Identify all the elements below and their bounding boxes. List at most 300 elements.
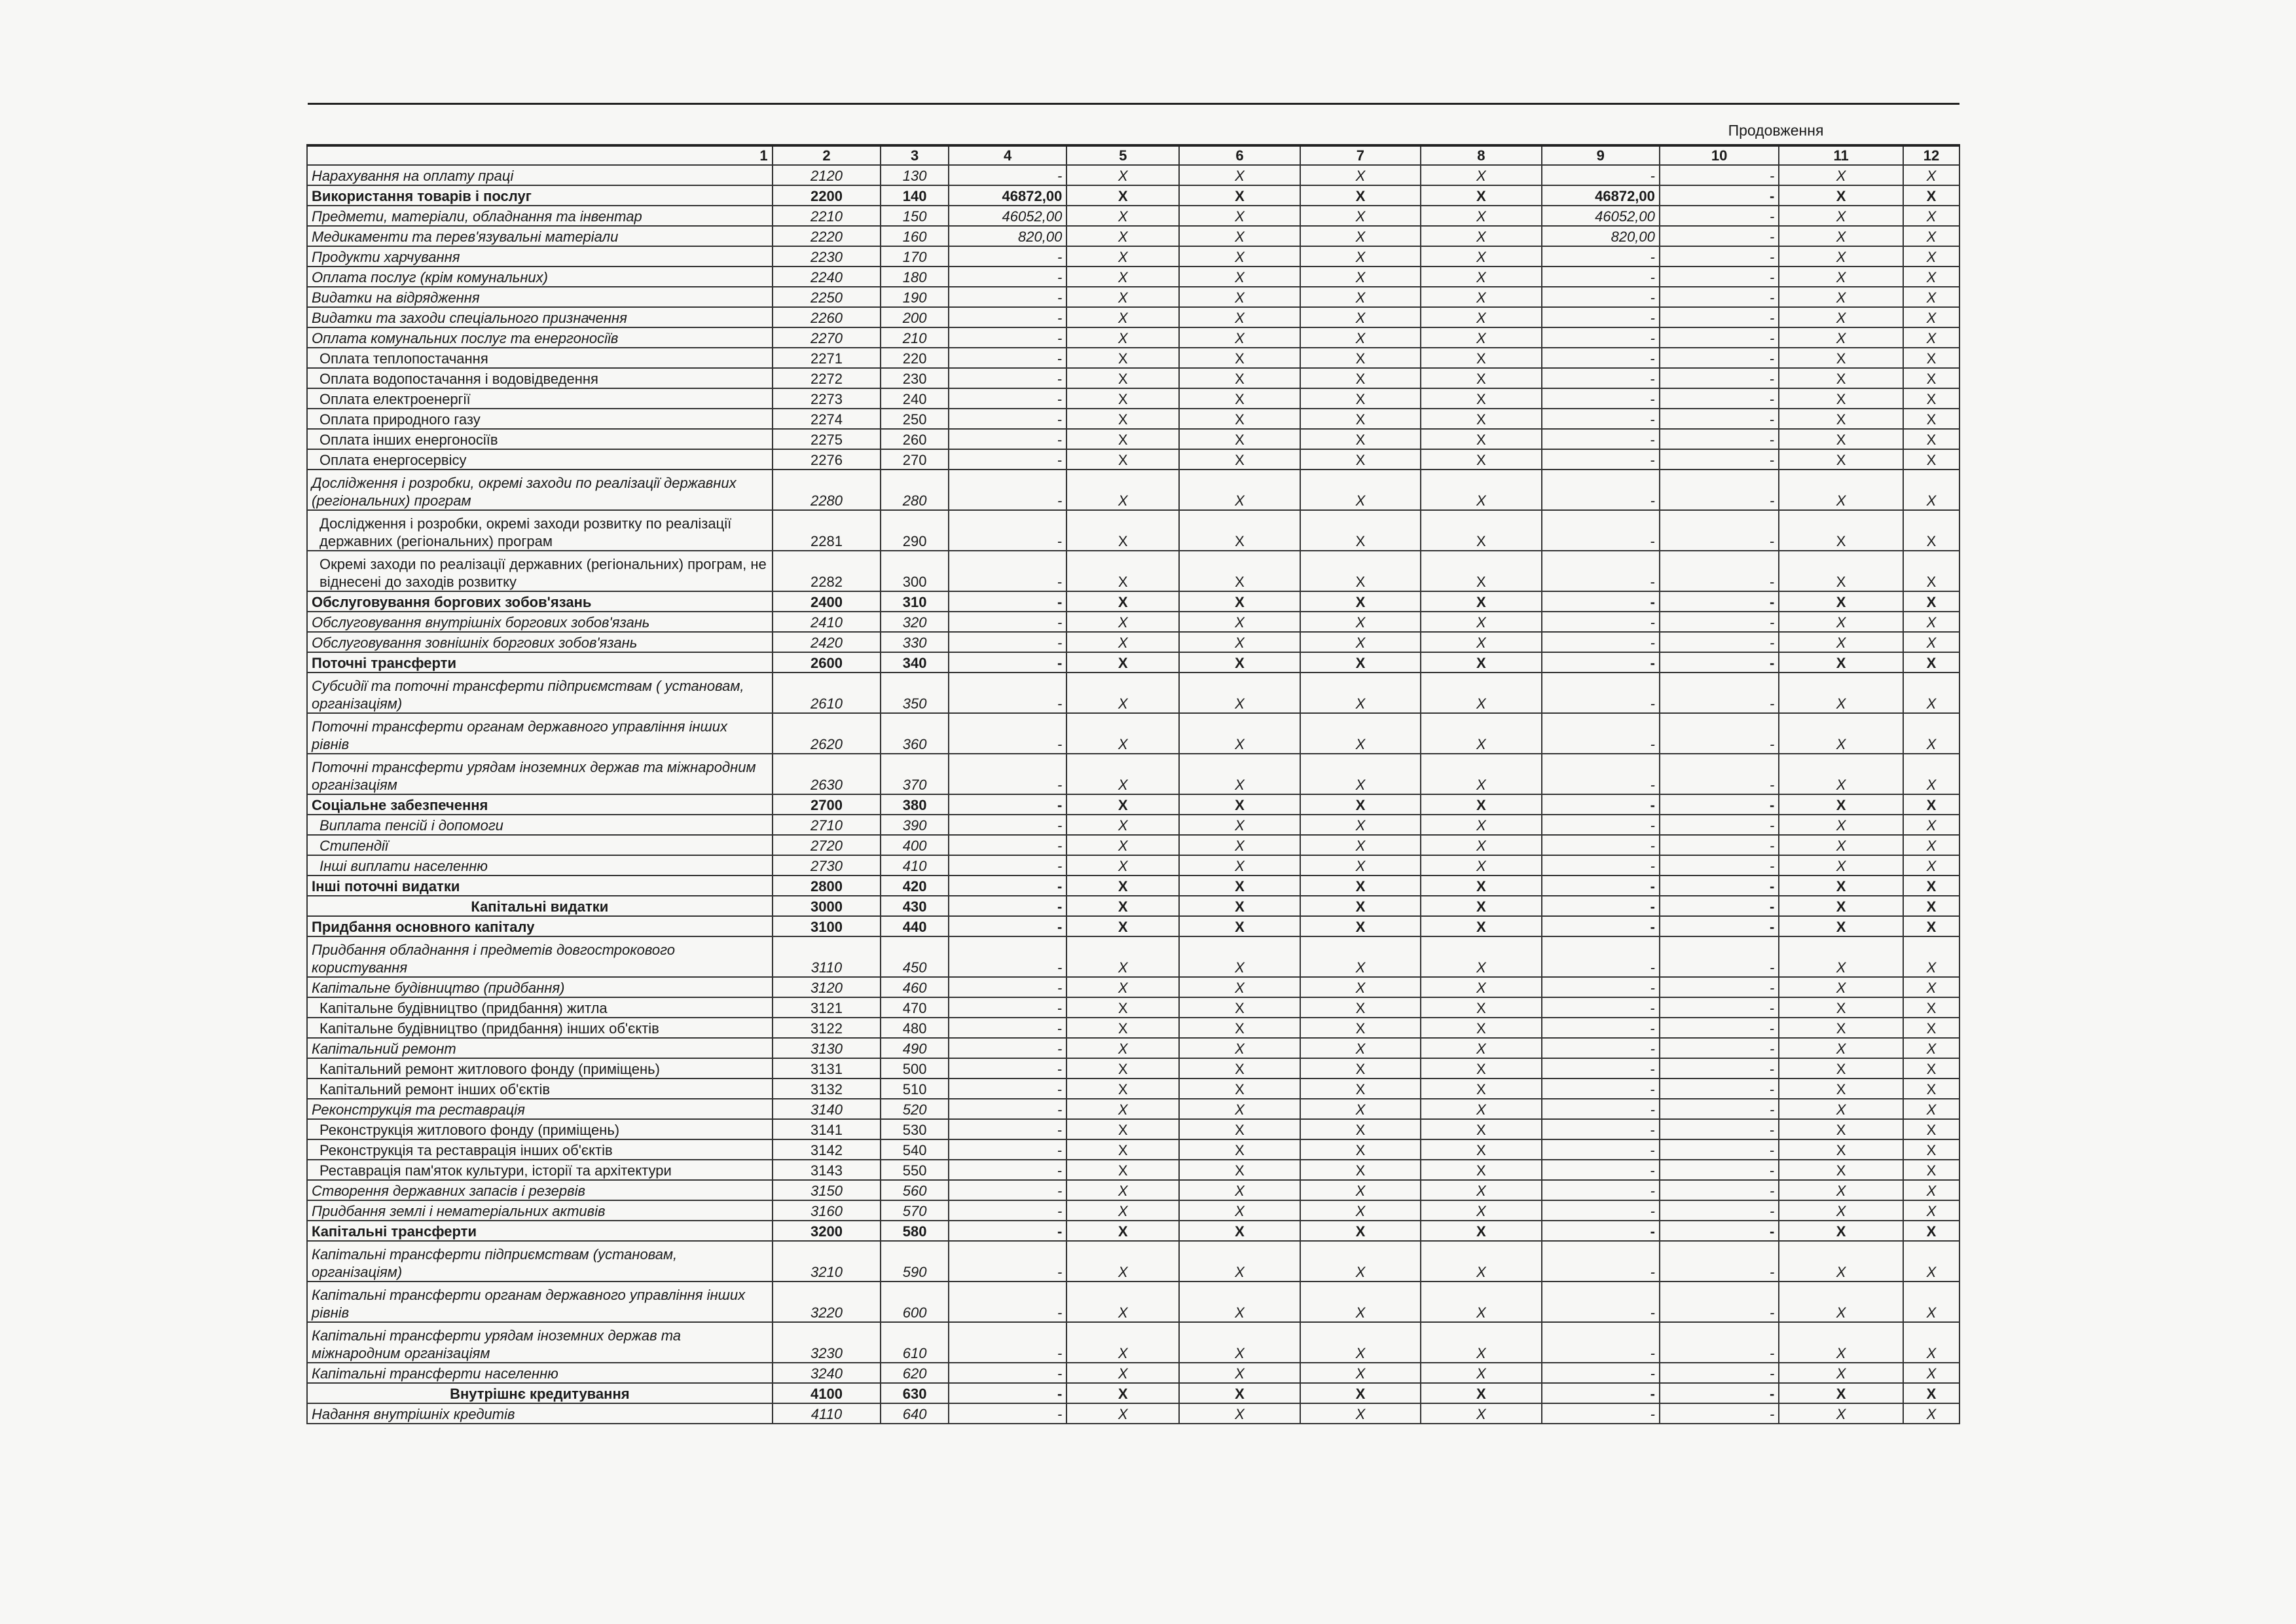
- cell-value: -: [1660, 1038, 1779, 1058]
- cell-value: -: [1542, 1221, 1660, 1241]
- cell-value: -: [1542, 1099, 1660, 1119]
- cell-value: -: [949, 591, 1066, 612]
- row-code: 2710: [773, 815, 881, 835]
- cell-value: X: [1066, 652, 1179, 673]
- cell-value: -: [1660, 429, 1779, 449]
- cell-value: X: [1066, 1160, 1179, 1180]
- row-line-number: 440: [881, 916, 949, 936]
- cell-value: X: [1421, 1241, 1541, 1282]
- cell-value: X: [1179, 1383, 1300, 1403]
- cell-value: X: [1421, 165, 1541, 185]
- cell-value: X: [1903, 896, 1959, 916]
- cell-value: X: [1066, 368, 1179, 388]
- column-number: 12: [1903, 145, 1959, 165]
- cell-value: X: [1903, 612, 1959, 632]
- cell-value: X: [1421, 246, 1541, 267]
- cell-value: X: [1179, 1363, 1300, 1383]
- cell-value: X: [1300, 206, 1421, 226]
- cell-value: X: [1421, 348, 1541, 368]
- cell-value: -: [1660, 977, 1779, 997]
- row-code: 3130: [773, 1038, 881, 1058]
- table-row: [307, 449, 1959, 470]
- row-label: Оплата електроенергії: [307, 388, 773, 409]
- row-code: 2260: [773, 307, 881, 327]
- row-code: 2250: [773, 287, 881, 307]
- cell-value: -: [949, 409, 1066, 429]
- cell-value: X: [1903, 835, 1959, 855]
- row-line-number: 460: [881, 977, 949, 997]
- cell-value: X: [1421, 1383, 1541, 1403]
- cell-value: X: [1421, 977, 1541, 997]
- cell-value: -: [949, 835, 1066, 855]
- cell-value: X: [1066, 409, 1179, 429]
- cell-value: -: [949, 1018, 1066, 1038]
- cell-value: X: [1421, 1322, 1541, 1363]
- row-label: Обслуговування зовнішніх боргових зобов'язань: [307, 632, 773, 652]
- cell-value: X: [1179, 287, 1300, 307]
- row-code: 3230: [773, 1322, 881, 1363]
- column-number: 1: [307, 145, 773, 165]
- cell-value: X: [1421, 267, 1541, 287]
- table-row: [307, 794, 1959, 815]
- row-line-number: 340: [881, 652, 949, 673]
- row-code: 4110: [773, 1403, 881, 1424]
- row-code: 3143: [773, 1160, 881, 1180]
- cell-value: -: [1660, 835, 1779, 855]
- cell-value: -: [1542, 1018, 1660, 1038]
- cell-value: X: [1903, 165, 1959, 185]
- cell-value: X: [1179, 794, 1300, 815]
- cell-value: X: [1779, 429, 1903, 449]
- cell-value: -: [1660, 673, 1779, 713]
- cell-value: X: [1179, 855, 1300, 876]
- cell-value: -: [1660, 936, 1779, 977]
- cell-value: X: [1779, 165, 1903, 185]
- cell-value: X: [1300, 1018, 1421, 1038]
- cell-value: X: [1300, 754, 1421, 794]
- cell-value: X: [1421, 226, 1541, 246]
- cell-value: -: [1660, 713, 1779, 754]
- cell-value: X: [1300, 267, 1421, 287]
- cell-value: -: [1660, 551, 1779, 591]
- cell-value: -: [1660, 165, 1779, 185]
- row-label: Капітальний ремонт інших об'єктів: [307, 1079, 773, 1099]
- cell-value: X: [1779, 1241, 1903, 1282]
- row-label: Субсидії та поточні трансферти підприємствам ( установам, організаціям): [307, 673, 773, 713]
- row-code: 2800: [773, 876, 881, 896]
- cell-value: X: [1300, 1079, 1421, 1099]
- row-code: 3220: [773, 1282, 881, 1322]
- row-line-number: 570: [881, 1200, 949, 1221]
- table-row: [307, 1221, 1959, 1241]
- cell-value: X: [1779, 287, 1903, 307]
- row-code: 2281: [773, 510, 881, 551]
- cell-value: X: [1179, 368, 1300, 388]
- cell-value: X: [1066, 632, 1179, 652]
- row-label: Оплата комунальних послуг та енергоносіїв: [307, 327, 773, 348]
- table-row: [307, 936, 1959, 977]
- cell-value: X: [1066, 591, 1179, 612]
- cell-value: -: [1660, 1200, 1779, 1221]
- cell-value: X: [1179, 327, 1300, 348]
- cell-value: X: [1903, 510, 1959, 551]
- row-line-number: 530: [881, 1119, 949, 1139]
- cell-value: X: [1179, 449, 1300, 470]
- cell-value: -: [949, 1139, 1066, 1160]
- cell-value: X: [1421, 551, 1541, 591]
- cell-value: -: [1542, 267, 1660, 287]
- cell-value: -: [949, 368, 1066, 388]
- cell-value: X: [1779, 997, 1903, 1018]
- cell-value: X: [1066, 1241, 1179, 1282]
- cell-value: -: [949, 916, 1066, 936]
- cell-value: -: [1660, 510, 1779, 551]
- row-line-number: 550: [881, 1160, 949, 1180]
- cell-value: X: [1300, 226, 1421, 246]
- cell-value: X: [1779, 591, 1903, 612]
- row-code: 2273: [773, 388, 881, 409]
- column-number: 4: [949, 145, 1066, 165]
- cell-value: -: [1660, 1119, 1779, 1139]
- cell-value: X: [1300, 896, 1421, 916]
- cell-value: X: [1903, 1200, 1959, 1221]
- cell-value: X: [1300, 449, 1421, 470]
- table-row: [307, 1403, 1959, 1424]
- cell-value: X: [1421, 876, 1541, 896]
- cell-value: -: [1542, 165, 1660, 185]
- cell-value: -: [1660, 591, 1779, 612]
- row-label: Придбання землі і нематеріальних активів: [307, 1200, 773, 1221]
- cell-value: -: [1542, 977, 1660, 997]
- row-label: Реставрація пам'яток культури, історії та архітектури: [307, 1160, 773, 1180]
- cell-value: X: [1300, 1058, 1421, 1079]
- cell-value: X: [1421, 388, 1541, 409]
- cell-value: -: [949, 855, 1066, 876]
- row-label: Стипендії: [307, 835, 773, 855]
- cell-value: X: [1179, 226, 1300, 246]
- row-label: Обслуговування боргових зобов'язань: [307, 591, 773, 612]
- cell-value: X: [1903, 855, 1959, 876]
- cell-value: X: [1903, 388, 1959, 409]
- row-line-number: 350: [881, 673, 949, 713]
- cell-value: X: [1066, 165, 1179, 185]
- table-row: [307, 1363, 1959, 1383]
- row-label: Створення державних запасів і резервів: [307, 1180, 773, 1200]
- cell-value: X: [1779, 896, 1903, 916]
- cell-value: X: [1179, 429, 1300, 449]
- row-code: 3200: [773, 1221, 881, 1241]
- cell-value: -: [1660, 754, 1779, 794]
- cell-value: X: [1903, 267, 1959, 287]
- cell-value: X: [1779, 815, 1903, 835]
- cell-value: X: [1779, 1221, 1903, 1241]
- row-code: 4100: [773, 1383, 881, 1403]
- table-row: [307, 652, 1959, 673]
- cell-value: -: [1542, 916, 1660, 936]
- cell-value: X: [1779, 713, 1903, 754]
- cell-value: -: [1660, 794, 1779, 815]
- cell-value: X: [1903, 1058, 1959, 1079]
- row-code: 3210: [773, 1241, 881, 1282]
- cell-value: X: [1903, 409, 1959, 429]
- cell-value: X: [1066, 1282, 1179, 1322]
- table-row: [307, 855, 1959, 876]
- cell-value: X: [1421, 632, 1541, 652]
- cell-value: X: [1066, 794, 1179, 815]
- cell-value: -: [1660, 916, 1779, 936]
- cell-value: X: [1179, 246, 1300, 267]
- cell-value: X: [1179, 267, 1300, 287]
- cell-value: -: [1660, 1363, 1779, 1383]
- cell-value: X: [1179, 591, 1300, 612]
- cell-value: -: [1660, 1099, 1779, 1119]
- cell-value: X: [1903, 1180, 1959, 1200]
- cell-value: X: [1779, 348, 1903, 368]
- cell-value: X: [1779, 206, 1903, 226]
- row-line-number: 500: [881, 1058, 949, 1079]
- cell-value: -: [1542, 307, 1660, 327]
- row-label: Медикаменти та перев'язувальні матеріали: [307, 226, 773, 246]
- cell-value: X: [1779, 936, 1903, 977]
- cell-value: X: [1300, 1160, 1421, 1180]
- row-line-number: 640: [881, 1403, 949, 1424]
- cell-value: -: [1660, 652, 1779, 673]
- table-row: [307, 713, 1959, 754]
- table-row: [307, 1058, 1959, 1079]
- row-code: 2230: [773, 246, 881, 267]
- cell-value: -: [1542, 1403, 1660, 1424]
- cell-value: -: [1542, 632, 1660, 652]
- row-label: Капітальний ремонт житлового фонду (приміщень): [307, 1058, 773, 1079]
- cell-value: X: [1421, 429, 1541, 449]
- cell-value: -: [1660, 246, 1779, 267]
- cell-value: X: [1779, 1282, 1903, 1322]
- cell-value: X: [1179, 307, 1300, 327]
- cell-value: X: [1066, 388, 1179, 409]
- cell-value: X: [1066, 470, 1179, 510]
- cell-value: X: [1903, 206, 1959, 226]
- table-row: [307, 165, 1959, 185]
- row-code: 2240: [773, 267, 881, 287]
- cell-value: X: [1903, 429, 1959, 449]
- cell-value: X: [1300, 1099, 1421, 1119]
- cell-value: -: [1660, 1221, 1779, 1241]
- cell-value: -: [1542, 612, 1660, 632]
- row-code: 2630: [773, 754, 881, 794]
- table-row: [307, 409, 1959, 429]
- cell-value: X: [1300, 1119, 1421, 1139]
- cell-value: X: [1179, 470, 1300, 510]
- cell-value: X: [1066, 1058, 1179, 1079]
- row-code: 3110: [773, 936, 881, 977]
- row-code: 3121: [773, 997, 881, 1018]
- cell-value: 46052,00: [949, 206, 1066, 226]
- cell-value: X: [1903, 1160, 1959, 1180]
- cell-value: X: [1300, 916, 1421, 936]
- row-code: 2200: [773, 185, 881, 206]
- row-label: Оплата водопостачання і водовідведення: [307, 368, 773, 388]
- cell-value: X: [1903, 1363, 1959, 1383]
- row-label: Реконструкція житлового фонду (приміщень): [307, 1119, 773, 1139]
- cell-value: X: [1300, 1180, 1421, 1200]
- cell-value: -: [949, 1403, 1066, 1424]
- table-row: [307, 246, 1959, 267]
- table-row: [307, 1099, 1959, 1119]
- cell-value: X: [1903, 632, 1959, 652]
- row-code: 2120: [773, 165, 881, 185]
- cell-value: -: [949, 1119, 1066, 1139]
- cell-value: X: [1903, 673, 1959, 713]
- cell-value: -: [1660, 632, 1779, 652]
- cell-value: -: [949, 1079, 1066, 1099]
- row-line-number: 260: [881, 429, 949, 449]
- cell-value: X: [1066, 307, 1179, 327]
- cell-value: -: [1542, 1180, 1660, 1200]
- cell-value: X: [1300, 612, 1421, 632]
- cell-value: X: [1421, 713, 1541, 754]
- top-rule: [308, 103, 1959, 105]
- cell-value: X: [1179, 652, 1300, 673]
- cell-value: X: [1903, 1322, 1959, 1363]
- cell-value: X: [1066, 327, 1179, 348]
- cell-value: X: [1300, 287, 1421, 307]
- row-label: Предмети, матеріали, обладнання та інвентар: [307, 206, 773, 226]
- row-code: 3150: [773, 1180, 881, 1200]
- cell-value: X: [1066, 348, 1179, 368]
- cell-value: X: [1179, 409, 1300, 429]
- column-number: 2: [773, 145, 881, 165]
- cell-value: X: [1903, 327, 1959, 348]
- cell-value: -: [1660, 855, 1779, 876]
- cell-value: X: [1066, 267, 1179, 287]
- cell-value: X: [1903, 754, 1959, 794]
- row-code: 3140: [773, 1099, 881, 1119]
- column-number: 6: [1179, 145, 1300, 165]
- cell-value: -: [1542, 591, 1660, 612]
- row-code: 2276: [773, 449, 881, 470]
- cell-value: -: [1660, 1282, 1779, 1322]
- cell-value: X: [1179, 1200, 1300, 1221]
- cell-value: X: [1903, 997, 1959, 1018]
- cell-value: X: [1179, 165, 1300, 185]
- row-label: Внутрішнє кредитування: [307, 1383, 773, 1403]
- cell-value: X: [1779, 267, 1903, 287]
- cell-value: -: [949, 429, 1066, 449]
- cell-value: X: [1421, 449, 1541, 470]
- row-label: Реконструкція та реставрація інших об'єктів: [307, 1139, 773, 1160]
- row-label: Інші поточні видатки: [307, 876, 773, 896]
- cell-value: X: [1779, 449, 1903, 470]
- table-row: [307, 1119, 1959, 1139]
- cell-value: X: [1179, 754, 1300, 794]
- cell-value: X: [1779, 246, 1903, 267]
- table-row: [307, 287, 1959, 307]
- cell-value: X: [1179, 1282, 1300, 1322]
- cell-value: -: [1542, 652, 1660, 673]
- table-row: [307, 388, 1959, 409]
- row-line-number: 330: [881, 632, 949, 652]
- cell-value: X: [1066, 246, 1179, 267]
- cell-value: X: [1300, 835, 1421, 855]
- row-line-number: 300: [881, 551, 949, 591]
- cell-value: X: [1300, 855, 1421, 876]
- cell-value: X: [1179, 815, 1300, 835]
- cell-value: -: [1660, 1403, 1779, 1424]
- column-number-row: [307, 145, 1959, 165]
- cell-value: X: [1300, 368, 1421, 388]
- table-row: [307, 1241, 1959, 1282]
- cell-value: -: [949, 287, 1066, 307]
- cell-value: -: [1542, 368, 1660, 388]
- cell-value: X: [1421, 1018, 1541, 1038]
- cell-value: -: [949, 997, 1066, 1018]
- cell-value: -: [949, 449, 1066, 470]
- cell-value: 820,00: [949, 226, 1066, 246]
- table-row: [307, 1322, 1959, 1363]
- cell-value: X: [1066, 551, 1179, 591]
- cell-value: X: [1066, 1322, 1179, 1363]
- cell-value: -: [1542, 1058, 1660, 1079]
- table-row: [307, 896, 1959, 916]
- cell-value: X: [1779, 1383, 1903, 1403]
- row-line-number: 180: [881, 267, 949, 287]
- row-label: Реконструкція та реставрація: [307, 1099, 773, 1119]
- cell-value: X: [1179, 1038, 1300, 1058]
- cell-value: -: [1660, 287, 1779, 307]
- cell-value: -: [1542, 936, 1660, 977]
- cell-value: X: [1179, 551, 1300, 591]
- cell-value: X: [1779, 327, 1903, 348]
- row-code: 2272: [773, 368, 881, 388]
- row-line-number: 520: [881, 1099, 949, 1119]
- cell-value: X: [1421, 612, 1541, 632]
- row-line-number: 410: [881, 855, 949, 876]
- column-number: 5: [1066, 145, 1179, 165]
- table-row: [307, 267, 1959, 287]
- cell-value: X: [1066, 896, 1179, 916]
- cell-value: -: [949, 1241, 1066, 1282]
- row-line-number: 290: [881, 510, 949, 551]
- cell-value: -: [949, 936, 1066, 977]
- cell-value: X: [1066, 713, 1179, 754]
- row-code: 3132: [773, 1079, 881, 1099]
- row-line-number: 130: [881, 165, 949, 185]
- row-label: Соціальне забезпечення: [307, 794, 773, 815]
- table-row: [307, 835, 1959, 855]
- cell-value: X: [1300, 551, 1421, 591]
- cell-value: X: [1066, 1403, 1179, 1424]
- cell-value: X: [1421, 936, 1541, 977]
- table-row: [307, 673, 1959, 713]
- cell-value: X: [1779, 794, 1903, 815]
- row-line-number: 150: [881, 206, 949, 226]
- cell-value: X: [1421, 1038, 1541, 1058]
- cell-value: -: [1660, 1058, 1779, 1079]
- cell-value: X: [1903, 652, 1959, 673]
- cell-value: -: [949, 815, 1066, 835]
- cell-value: X: [1421, 754, 1541, 794]
- cell-value: X: [1179, 612, 1300, 632]
- row-label: Капітальні трансферти урядам іноземних держав та міжнародним організаціям: [307, 1322, 773, 1363]
- cell-value: X: [1779, 1119, 1903, 1139]
- cell-value: X: [1179, 1221, 1300, 1241]
- cell-value: X: [1300, 470, 1421, 510]
- table-row: [307, 307, 1959, 327]
- cell-value: -: [1542, 794, 1660, 815]
- cell-value: X: [1903, 1119, 1959, 1139]
- cell-value: X: [1421, 916, 1541, 936]
- table-row: [307, 916, 1959, 936]
